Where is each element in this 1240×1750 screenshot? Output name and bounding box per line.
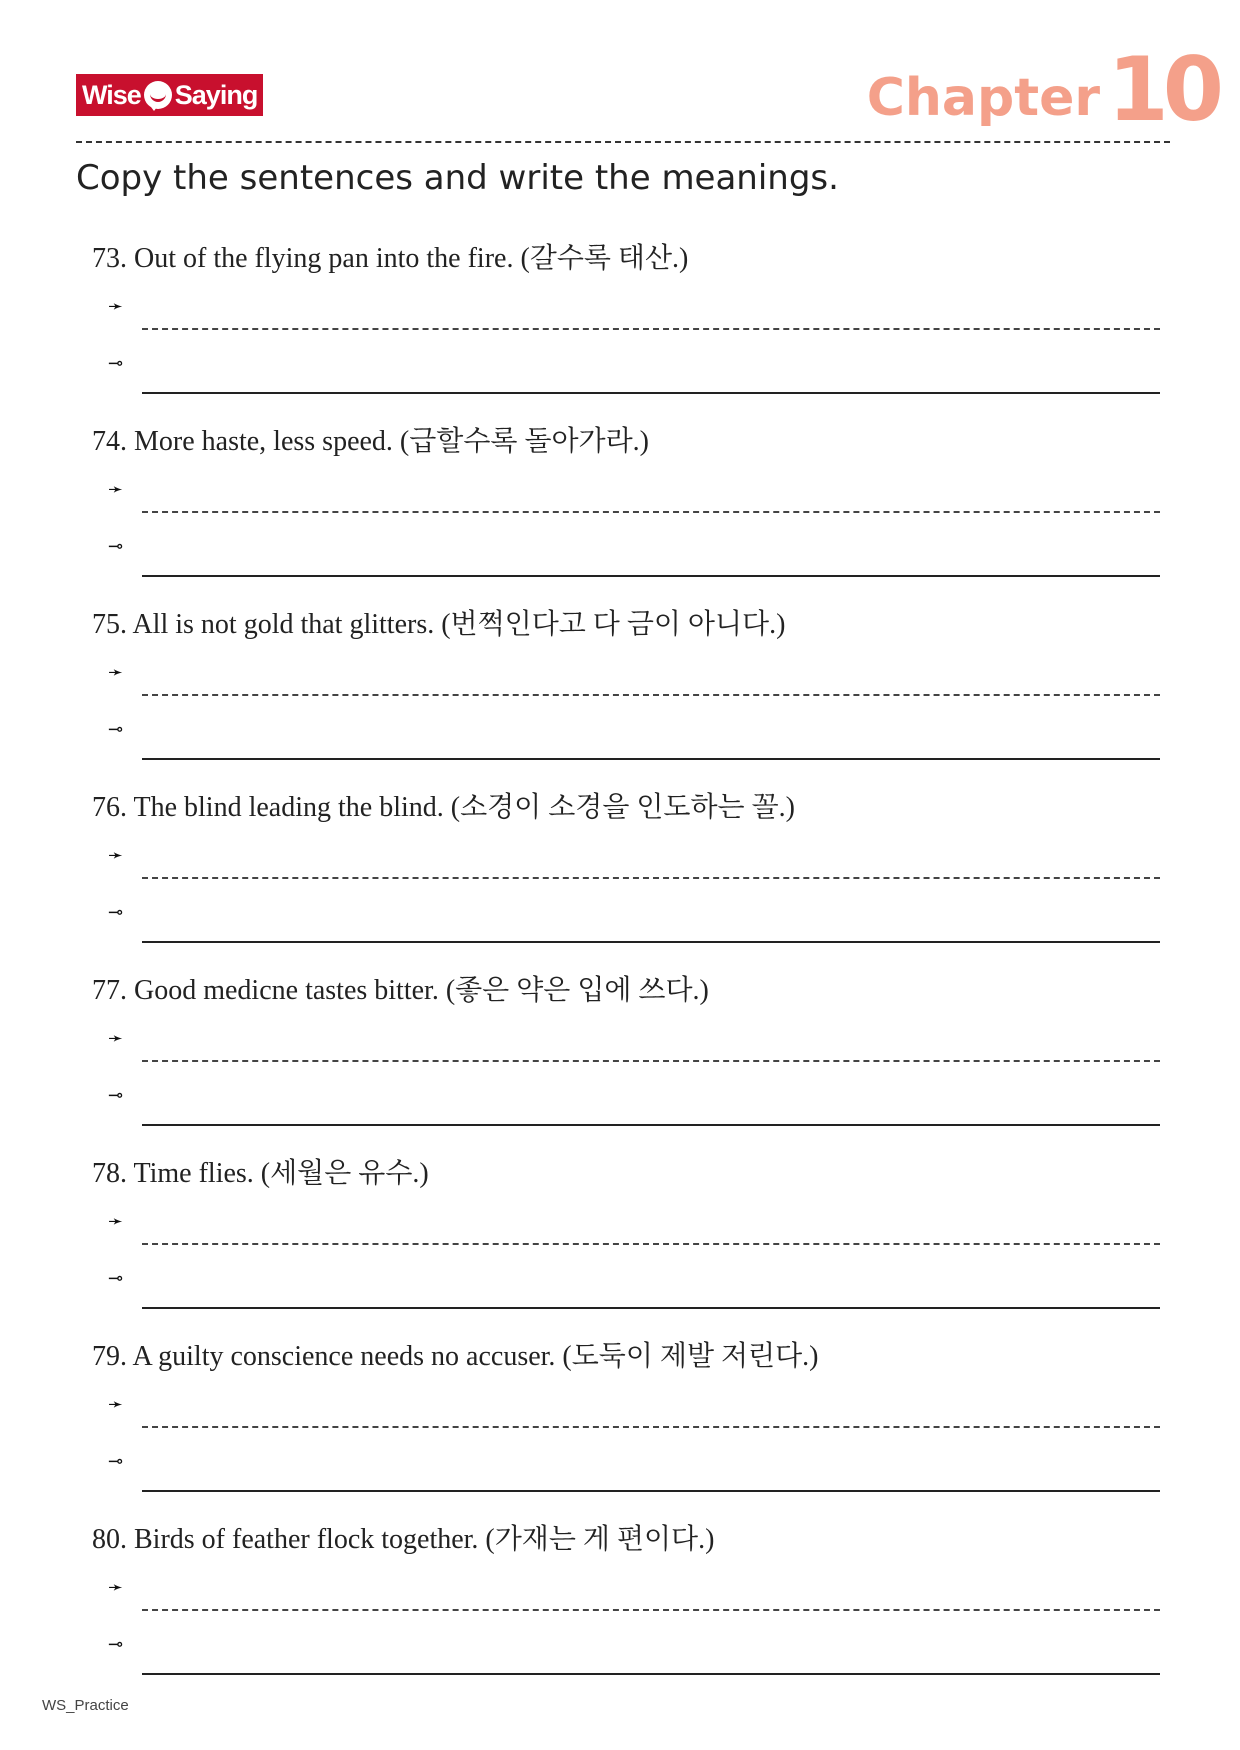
copy-writing-line[interactable] (142, 1060, 1160, 1062)
sentence-prompt: 76. The blind leading the blind. (소경이 소경을 인도하는 꼴.) (92, 792, 795, 823)
exercise-item (92, 1151, 1164, 1334)
meaning-arrow-icon: ⊸ (108, 902, 124, 923)
exercise-item (92, 785, 1164, 968)
meaning-arrow-icon: ⊸ (108, 536, 124, 557)
meaning-writing-line[interactable] (142, 1307, 1160, 1309)
meaning-writing-line[interactable] (142, 1124, 1160, 1126)
meaning-arrow-icon: ⊸ (108, 353, 124, 374)
exercise-item (92, 1334, 1164, 1517)
copy-arrow-icon: ➛ (108, 1577, 124, 1598)
instruction-text: Copy the sentences and write the meanings. (76, 158, 839, 198)
speech-bubble-smile-icon (144, 81, 172, 109)
copy-writing-line[interactable] (142, 877, 1160, 879)
logo-text-saying: Saying (174, 79, 258, 110)
chapter-label: Chapter (866, 68, 1100, 128)
meaning-writing-line[interactable] (142, 1490, 1160, 1492)
exercise-list (92, 236, 1164, 1700)
sentence-prompt: 74. More haste, less speed. (급할수록 돌아가라.) (92, 426, 649, 457)
meaning-arrow-icon: ⊸ (108, 1451, 124, 1472)
sentence-prompt: 75. All is not gold that glitters. (번쩍인다고 다 금이 아니다.) (92, 609, 786, 640)
copy-writing-line[interactable] (142, 1609, 1160, 1611)
copy-writing-line[interactable] (142, 1243, 1160, 1245)
copy-writing-line[interactable] (142, 511, 1160, 513)
sentence-prompt: 77. Good medicne tastes bitter. (좋은 약은 입에 쓰다.) (92, 975, 709, 1006)
meaning-writing-line[interactable] (142, 1673, 1160, 1675)
sentence-prompt: 73. Out of the flying pan into the fire. (갈수록 태산.) (92, 243, 689, 274)
exercise-item (92, 1517, 1164, 1700)
copy-arrow-icon: ➛ (108, 845, 124, 866)
sentence-prompt: 80. Birds of feather flock together. (가재는 게 편이다.) (92, 1524, 715, 1555)
meaning-writing-line[interactable] (142, 758, 1160, 760)
exercise-item (92, 419, 1164, 602)
sentence-prompt: 79. A guilty conscience needs no accuser. (도둑이 제발 저린다.) (92, 1341, 819, 1372)
copy-arrow-icon: ➛ (108, 1028, 124, 1049)
chapter-number: 10 (1107, 38, 1218, 141)
meaning-writing-line[interactable] (142, 575, 1160, 577)
copy-writing-line[interactable] (142, 328, 1160, 330)
meaning-writing-line[interactable] (142, 941, 1160, 943)
copy-arrow-icon: ➛ (108, 479, 124, 500)
copy-arrow-icon: ➛ (108, 1394, 124, 1415)
logo-text-wise: Wise (82, 79, 141, 110)
sentence-prompt: 78. Time flies. (세월은 유수.) (92, 1158, 429, 1189)
header-divider (76, 141, 1170, 143)
copy-arrow-icon: ➛ (108, 662, 124, 683)
exercise-item (92, 602, 1164, 785)
copy-writing-line[interactable] (142, 694, 1160, 696)
wise-saying-logo (76, 74, 263, 116)
copy-arrow-icon: ➛ (108, 1211, 124, 1232)
exercise-item (92, 236, 1164, 419)
meaning-arrow-icon: ⊸ (108, 1085, 124, 1106)
copy-writing-line[interactable] (142, 1426, 1160, 1428)
exercise-item (92, 968, 1164, 1151)
meaning-arrow-icon: ⊸ (108, 719, 124, 740)
meaning-writing-line[interactable] (142, 392, 1160, 394)
meaning-arrow-icon: ⊸ (108, 1268, 124, 1289)
meaning-arrow-icon: ⊸ (108, 1634, 124, 1655)
footer-label: WS_Practice (42, 1697, 129, 1714)
copy-arrow-icon: ➛ (108, 296, 124, 317)
